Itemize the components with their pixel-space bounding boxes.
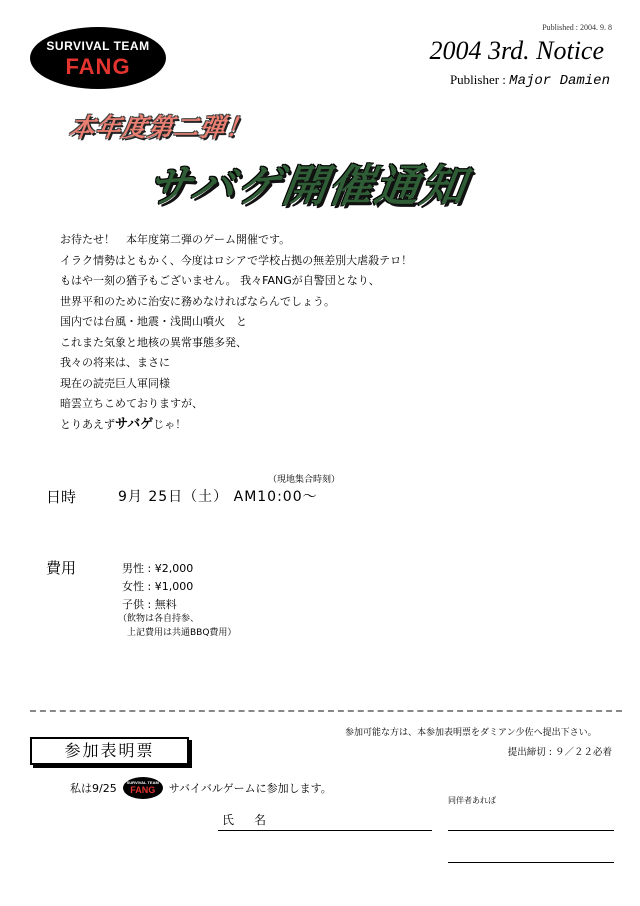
companion-field-line-2[interactable] [448,862,614,863]
publisher-name: Major Damien [509,73,610,89]
mini-logo-line1: SURVIVAL TEAM [126,780,159,785]
closing-emphasis: サバゲ [115,416,154,432]
name-label: 氏 名 [222,813,271,827]
body-line: お待たせ！ 本年度第二弾のゲーム開催です。 [60,233,291,246]
participation-statement [70,777,332,799]
fee-label: 費用 [46,559,77,577]
closing-post: じゃ！ [153,417,187,431]
body-line: 世界平和のために治安に務めなければならんでしょう。 [60,294,335,308]
companion-label: 同伴者あれば [448,796,496,805]
mini-logo-line2: FANG [130,785,156,795]
companion-field-line-1[interactable] [448,830,614,831]
body-line: もはや一刻の猶予もございません。 我々FANGが自警団となり、 [60,274,380,287]
subtitle-banner: 本年度第二弾！ [67,113,254,142]
main-title-banner: サバゲ開催通知 [143,161,471,212]
logo-survival-team: SURVIVAL TEAM [46,39,150,53]
form-title: 参加表明票 [30,737,189,765]
announcement-body [60,230,412,435]
publisher-label: Publisher : [449,72,510,87]
statement-pre: 私は9/25 [70,782,117,795]
fee-item: 女性 : ¥1,000 [122,580,194,593]
closing-pre: とりあえず [60,417,115,431]
published-date: Published : 2004. 9. 8 [542,23,612,32]
cut-line-divider [30,710,622,712]
fee-note-line: （飲物は各自持参、 [118,614,200,624]
publisher-line [450,72,610,89]
body-line: イラク情勢はともかく、今度はロシアで学校占拠の無差別大虐殺テロ！ [60,253,413,267]
fee-note-line: 上記費用は共通BBQ費用） [118,628,237,638]
body-line: 暗雲立ちこめておりますが、 [60,397,203,410]
fee-item: 子供 : 無料 [122,598,177,611]
body-line: 現在の読売巨人軍同様 [60,376,170,390]
body-line: 我々の将来は、まさに [60,356,170,369]
notice-heading: 2004 3rd. Notice [429,36,604,65]
fee-note [118,612,236,640]
body-line: 国内では台風・地震・浅間山噴火 と [60,315,247,328]
name-field-line[interactable] [218,830,432,831]
fang-mini-logo [123,777,163,799]
date-value: 9月 25日（土） AM10:00～ [118,489,318,505]
body-line: これまた気象と地核の異常事態多発、 [60,335,247,349]
logo-fang: FANG [65,54,131,79]
closing-line [60,415,412,436]
schedule-note: （現地集合時刻） [268,475,341,485]
date-label: 日時 [46,488,77,506]
statement-post: サバイバルゲームに参加します。 [168,782,332,795]
fee-list [122,560,193,614]
deadline-text: 提出締切 : ９／２２必着 [507,747,612,758]
submission-instructions: 参加可能な方は、本参加表明票をダミアン少佐へ提出下さい。 [345,728,597,738]
fee-item: 男性 : ¥2,000 [122,562,194,575]
fang-logo [30,27,166,89]
